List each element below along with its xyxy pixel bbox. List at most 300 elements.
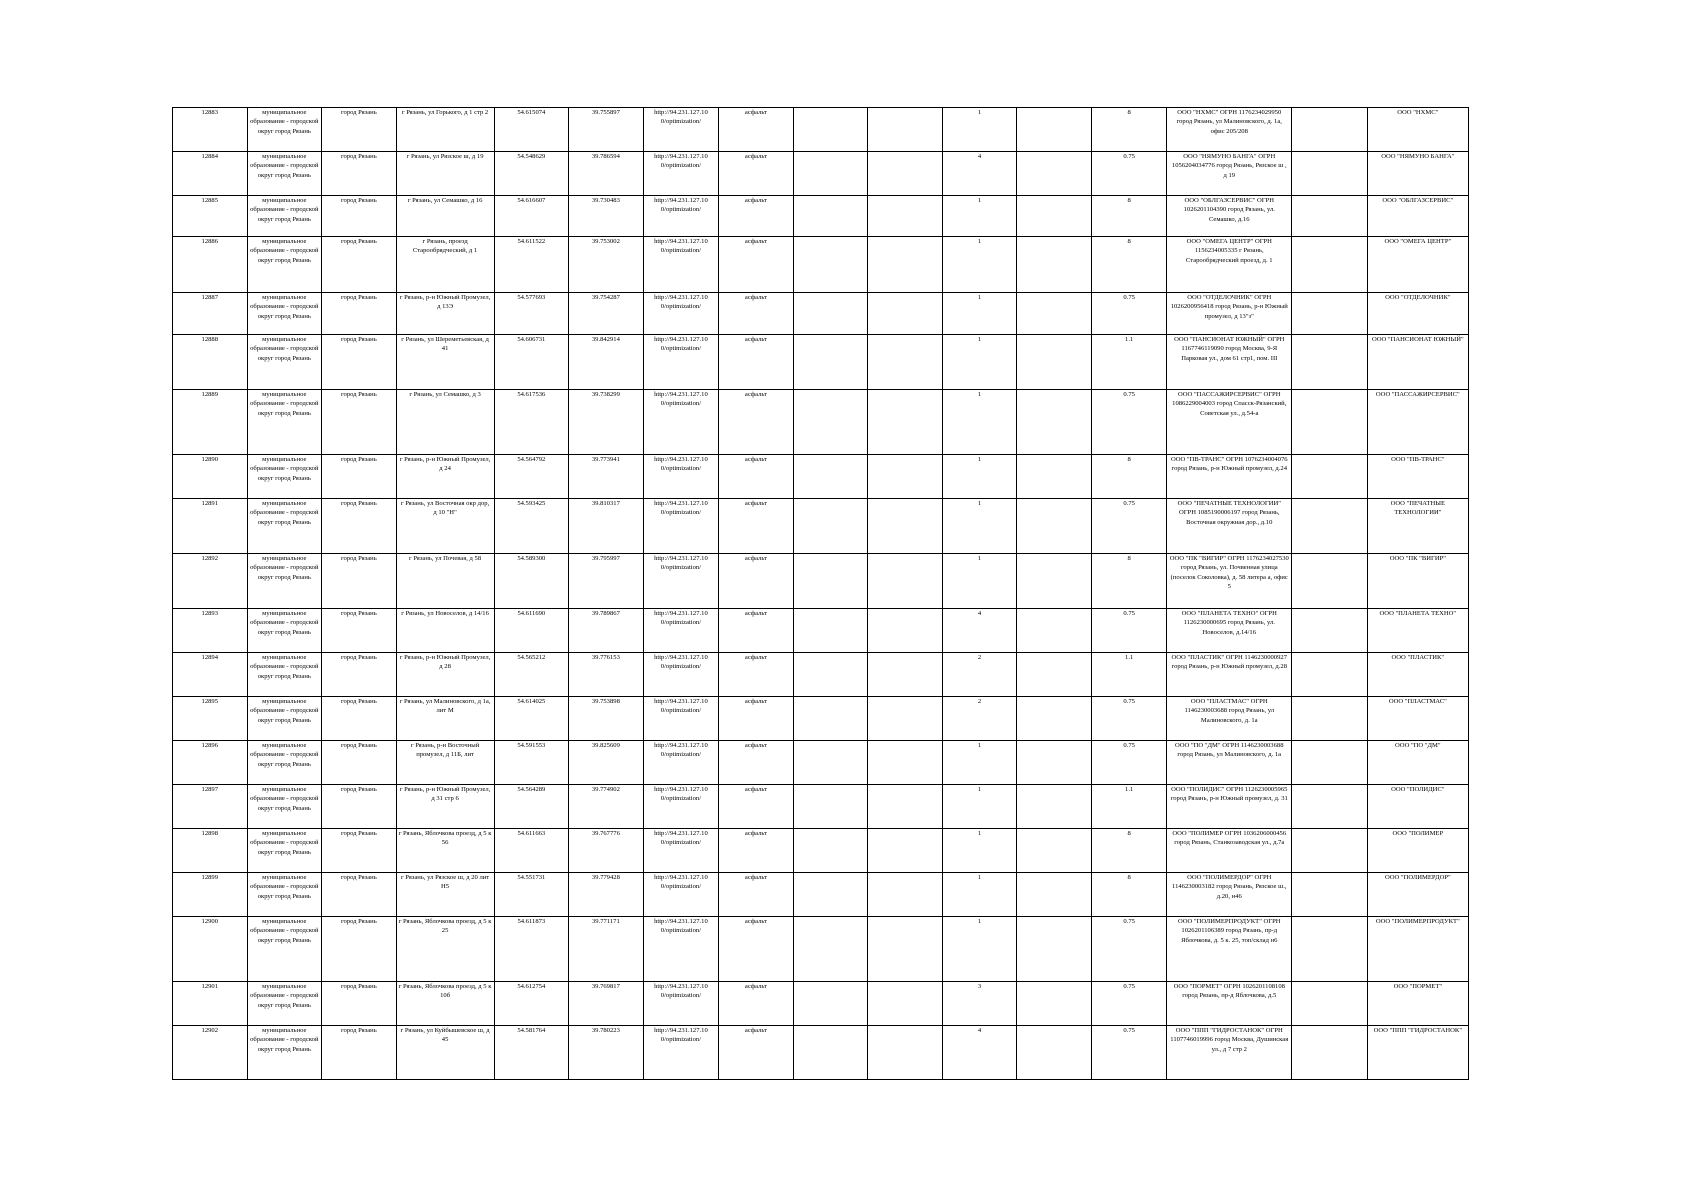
empty-cell — [868, 152, 943, 196]
address-cell: г Рязань, р-н Южный Промузел, д 13Э — [396, 293, 494, 335]
waste-source-cell: ООО "НЯМУНО БАНГА" — [1367, 152, 1468, 196]
address-cell: г Рязань, ул Семашко, д 3 — [396, 390, 494, 455]
waste-source-cell: ООО "ПОЛИМЕРПРОДУКТ" — [1367, 917, 1468, 982]
waste-source-cell: ООО "ПАССАЖИРСЕРВИС" — [1367, 390, 1468, 455]
container-volume-cell: 0.75 — [1091, 499, 1167, 554]
municipality-cell: муниципальное образование - городской округ город Рязань — [247, 390, 322, 455]
row-id: 12894 — [173, 653, 248, 697]
organization-cell: ООО "ПОЛИМЕРДОР" ОГРН 1146230003182 город Рязань, Рязское ш., д.20, н46 — [1167, 873, 1292, 917]
organization-cell: ООО "ОБЛГАЗСЕРВИС" ОГРН 1026201104390 город Рязань, ул. Семашко, д.16 — [1167, 196, 1292, 237]
municipality-cell: муниципальное образование - городской округ город Рязань — [247, 697, 322, 741]
longitude-cell: 39.769817 — [569, 982, 644, 1026]
organization-cell: ООО "ПОЛИМЕР ОГРН 1036206000456 город Рязань, Станкозаводская ул., д.7а — [1167, 829, 1292, 873]
municipality-cell: муниципальное образование - городской округ город Рязань — [247, 152, 322, 196]
table-row — [173, 554, 1469, 609]
waste-source-cell: ООО "ПО "ДМ" — [1367, 741, 1468, 785]
longitude-cell: 39.738299 — [569, 390, 644, 455]
row-id: 12889 — [173, 390, 248, 455]
latitude-cell: 54.616607 — [494, 196, 569, 237]
waste-source-cell: ООО "ОБЛГАЗСЕРВИС" — [1367, 196, 1468, 237]
empty-cell — [868, 390, 943, 455]
empty-cell — [868, 917, 943, 982]
municipality-cell: муниципальное образование - городской округ город Рязань — [247, 785, 322, 829]
locality-cell: город Рязань — [322, 1026, 397, 1080]
waste-source-cell: ООО "НХМС" — [1367, 108, 1468, 152]
longitude-cell: 39.779428 — [569, 873, 644, 917]
table-row — [173, 785, 1469, 829]
empty-cell — [1292, 196, 1368, 237]
waste-source-cell: ООО "ПЛАСТИК" — [1367, 653, 1468, 697]
container-count-cell: 1 — [942, 108, 1017, 152]
organization-cell: ООО "НЯМУНО БАНГА" ОГРН 1056204034776 город Рязань, Рязское ш , д 19 — [1167, 152, 1292, 196]
address-cell: г Рязань, ул Новоселов, д 14/16 — [396, 609, 494, 653]
container-volume-cell: 1.1 — [1091, 785, 1167, 829]
empty-cell — [793, 196, 868, 237]
map-link-cell: http://94.231.127.10 0/optimization/ — [643, 455, 719, 499]
empty-cell — [1292, 108, 1368, 152]
locality-cell: город Рязань — [322, 196, 397, 237]
municipality-cell: муниципальное образование - городской округ город Рязань — [247, 741, 322, 785]
longitude-cell: 39.810317 — [569, 499, 644, 554]
empty-cell — [868, 108, 943, 152]
row-id: 12897 — [173, 785, 248, 829]
empty-cell — [1017, 697, 1092, 741]
empty-cell — [868, 1026, 943, 1080]
waste-source-cell: ООО "ПОРМЕТ" — [1367, 982, 1468, 1026]
container-count-cell: 3 — [942, 982, 1017, 1026]
container-count-cell: 1 — [942, 499, 1017, 554]
longitude-cell: 39.730483 — [569, 196, 644, 237]
empty-cell — [793, 152, 868, 196]
latitude-cell: 54.606731 — [494, 335, 569, 390]
organization-cell: ООО "ПЛАНЕТА ТЕХНО" ОГРН 1126230000695 город Рязань, ул. Новоселов, д.14/16 — [1167, 609, 1292, 653]
empty-cell — [868, 653, 943, 697]
address-cell: г Рязань, р-н Южный Промузел, д 28 — [396, 653, 494, 697]
table-row — [173, 152, 1469, 196]
latitude-cell: 54.577693 — [494, 293, 569, 335]
longitude-cell: 39.780223 — [569, 1026, 644, 1080]
locality-cell: город Рязань — [322, 741, 397, 785]
address-cell: г Рязань, ул Рязское ш, д 20 лит Н5 — [396, 873, 494, 917]
empty-cell — [868, 609, 943, 653]
surface-cell: асфальт — [719, 499, 794, 554]
container-count-cell: 4 — [942, 1026, 1017, 1080]
empty-cell — [1017, 741, 1092, 785]
table-row — [173, 1026, 1469, 1080]
empty-cell — [1017, 982, 1092, 1026]
empty-cell — [1292, 554, 1368, 609]
longitude-cell: 39.755897 — [569, 108, 644, 152]
locality-cell: город Рязань — [322, 390, 397, 455]
map-link-cell: http://94.231.127.10 0/optimization/ — [643, 653, 719, 697]
container-volume-cell: 1.1 — [1091, 335, 1167, 390]
surface-cell: асфальт — [719, 741, 794, 785]
locality-cell: город Рязань — [322, 152, 397, 196]
latitude-cell: 54.593425 — [494, 499, 569, 554]
latitude-cell: 54.612754 — [494, 982, 569, 1026]
address-cell: г Рязань, р-н Восточный промузел, д 11Б, лит — [396, 741, 494, 785]
waste-source-cell: ООО "ПЕЧАТНЫЕ ТЕХНОЛОГИИ" — [1367, 499, 1468, 554]
locality-cell: город Рязань — [322, 554, 397, 609]
address-cell: г Рязань, р-н Южный Промузел, д 31 стр 6 — [396, 785, 494, 829]
latitude-cell: 54.551731 — [494, 873, 569, 917]
empty-cell — [1292, 741, 1368, 785]
container-count-cell: 1 — [942, 455, 1017, 499]
longitude-cell: 39.776153 — [569, 653, 644, 697]
latitude-cell: 54.611522 — [494, 237, 569, 293]
organization-cell: ООО "ПК "ВИГИР" ОГРН 1176234027530 город Рязань, ул. Почвенная улица (поселок Соколовка), д. 58 литера а, офис 5 — [1167, 554, 1292, 609]
longitude-cell: 39.842914 — [569, 335, 644, 390]
table-row — [173, 917, 1469, 982]
container-volume-cell: 8 — [1091, 196, 1167, 237]
organization-cell: ООО "ПЛАСТМАС" ОГРН 1146230003688 город Рязань, ул Малиновского, д. 1а — [1167, 697, 1292, 741]
empty-cell — [1292, 499, 1368, 554]
empty-cell — [793, 1026, 868, 1080]
locality-cell: город Рязань — [322, 829, 397, 873]
empty-cell — [868, 196, 943, 237]
table-row — [173, 335, 1469, 390]
locality-cell: город Рязань — [322, 108, 397, 152]
surface-cell: асфальт — [719, 455, 794, 499]
organization-cell: ООО "ПВ-ТРАНС" ОГРН 1076234004076 город Рязань, р-н Южный промузел, д.24 — [1167, 455, 1292, 499]
table-row — [173, 293, 1469, 335]
latitude-cell: 54.614025 — [494, 697, 569, 741]
empty-cell — [1292, 335, 1368, 390]
row-id: 12885 — [173, 196, 248, 237]
surface-cell: асфальт — [719, 785, 794, 829]
row-id: 12902 — [173, 1026, 248, 1080]
empty-cell — [868, 554, 943, 609]
container-volume-cell: 1.1 — [1091, 653, 1167, 697]
empty-cell — [868, 697, 943, 741]
waste-source-cell: ООО "ОМЕГА ЦЕНТР" — [1367, 237, 1468, 293]
surface-cell: асфальт — [719, 196, 794, 237]
longitude-cell: 39.771171 — [569, 917, 644, 982]
container-count-cell: 2 — [942, 653, 1017, 697]
surface-cell: асфальт — [719, 609, 794, 653]
locality-cell: город Рязань — [322, 982, 397, 1026]
address-cell: г Рязань, Яблочкова проезд, д 5 к 10б — [396, 982, 494, 1026]
map-link-cell: http://94.231.127.10 0/optimization/ — [643, 829, 719, 873]
empty-cell — [1017, 108, 1092, 152]
empty-cell — [793, 499, 868, 554]
empty-cell — [1017, 499, 1092, 554]
empty-cell — [868, 293, 943, 335]
empty-cell — [868, 785, 943, 829]
organization-cell: ООО "ПО "ДМ" ОГРН 1146230003688 город Рязань, ул Малиновского, д. 1а — [1167, 741, 1292, 785]
empty-cell — [793, 785, 868, 829]
table-row — [173, 873, 1469, 917]
municipality-cell: муниципальное образование - городской округ город Рязань — [247, 455, 322, 499]
waste-source-cell: ООО "ПАНСИОНАТ ЮЖНЫЙ" — [1367, 335, 1468, 390]
address-cell: г Рязань, ул Почевая, д 58 — [396, 554, 494, 609]
surface-cell: асфальт — [719, 108, 794, 152]
table-row — [173, 237, 1469, 293]
organization-cell: ООО "ПАССАЖИРСЕРВИС" ОГРН 1086229004003 город Спасск-Рязанский, Советская ул., д.54-а — [1167, 390, 1292, 455]
container-volume-cell: 8 — [1091, 108, 1167, 152]
surface-cell: асфальт — [719, 917, 794, 982]
row-id: 12899 — [173, 873, 248, 917]
table-row — [173, 982, 1469, 1026]
organization-cell: ООО "ПОЛИДИС" ОГРН 1126230005965 город Рязань, р-н Южный промузел, д. 31 — [1167, 785, 1292, 829]
container-volume-cell: 0.75 — [1091, 982, 1167, 1026]
container-volume-cell: 8 — [1091, 554, 1167, 609]
waste-source-cell: ООО "ПОЛИДИС" — [1367, 785, 1468, 829]
locality-cell: город Рязань — [322, 785, 397, 829]
container-count-cell: 4 — [942, 152, 1017, 196]
map-link-cell: http://94.231.127.10 0/optimization/ — [643, 1026, 719, 1080]
waste-source-cell: ООО "ПЛАСТМАС" — [1367, 697, 1468, 741]
empty-cell — [1292, 293, 1368, 335]
longitude-cell: 39.789867 — [569, 609, 644, 653]
empty-cell — [1292, 1026, 1368, 1080]
surface-cell: асфальт — [719, 982, 794, 1026]
empty-cell — [1017, 873, 1092, 917]
map-link-cell: http://94.231.127.10 0/optimization/ — [643, 237, 719, 293]
empty-cell — [793, 237, 868, 293]
surface-cell: асфальт — [719, 335, 794, 390]
address-cell: г Рязань, ул Горького, д 1 стр 2 — [396, 108, 494, 152]
organization-cell: ООО "ОТДЕЛОЧНИК" ОГРН 1026200956418 город Рязань, р-н Южный промузел, д 13"з" — [1167, 293, 1292, 335]
organization-cell: ООО "ПОРМЕТ" ОГРН 1026201108108 город Рязань, пр-д Яблочкова, д.5 — [1167, 982, 1292, 1026]
empty-cell — [793, 829, 868, 873]
table-row — [173, 741, 1469, 785]
organization-cell: ООО "ПАНСИОНАТ ЮЖНЫЙ" ОГРН 1167746119090 город Москва, 9-Я Парковая ул., дом 61 стр1, пом. III — [1167, 335, 1292, 390]
container-volume-cell: 0.75 — [1091, 741, 1167, 785]
row-id: 12901 — [173, 982, 248, 1026]
container-volume-cell: 0.75 — [1091, 697, 1167, 741]
empty-cell — [793, 390, 868, 455]
map-link-cell: http://94.231.127.10 0/optimization/ — [643, 293, 719, 335]
container-count-cell: 1 — [942, 741, 1017, 785]
empty-cell — [1292, 237, 1368, 293]
empty-cell — [1017, 785, 1092, 829]
longitude-cell: 39.825609 — [569, 741, 644, 785]
empty-cell — [1017, 237, 1092, 293]
container-volume-cell: 8 — [1091, 455, 1167, 499]
organization-cell: ООО "ОМЕГА ЦЕНТР" ОГРН 1156234005335 г Рязань, Старообрядческий проезд, д. 1 — [1167, 237, 1292, 293]
map-link-cell: http://94.231.127.10 0/optimization/ — [643, 499, 719, 554]
container-count-cell: 1 — [942, 293, 1017, 335]
empty-cell — [1017, 917, 1092, 982]
empty-cell — [1017, 152, 1092, 196]
row-id: 12900 — [173, 917, 248, 982]
row-id: 12895 — [173, 697, 248, 741]
locality-cell: город Рязань — [322, 697, 397, 741]
municipality-cell: муниципальное образование - городской округ город Рязань — [247, 609, 322, 653]
container-volume-cell: 0.75 — [1091, 1026, 1167, 1080]
empty-cell — [868, 741, 943, 785]
surface-cell: асфальт — [719, 554, 794, 609]
latitude-cell: 54.548629 — [494, 152, 569, 196]
container-volume-cell: 8 — [1091, 873, 1167, 917]
locality-cell: город Рязань — [322, 499, 397, 554]
empty-cell — [1017, 196, 1092, 237]
surface-cell: асфальт — [719, 873, 794, 917]
container-count-cell: 1 — [942, 554, 1017, 609]
table-row — [173, 499, 1469, 554]
municipality-cell: муниципальное образование - городской округ город Рязань — [247, 108, 322, 152]
latitude-cell: 54.611873 — [494, 917, 569, 982]
row-id: 12890 — [173, 455, 248, 499]
registry-page — [172, 107, 1469, 1080]
empty-cell — [1292, 390, 1368, 455]
longitude-cell: 39.753898 — [569, 697, 644, 741]
empty-cell — [793, 293, 868, 335]
empty-cell — [1292, 653, 1368, 697]
container-count-cell: 1 — [942, 785, 1017, 829]
latitude-cell: 54.591553 — [494, 741, 569, 785]
waste-source-cell: ООО "ПЛАНЕТА ТЕХНО" — [1367, 609, 1468, 653]
row-id: 12887 — [173, 293, 248, 335]
address-cell: г Рязань, ул Восточная окр дор, д 10 "Н" — [396, 499, 494, 554]
municipality-cell: муниципальное образование - городской округ город Рязань — [247, 499, 322, 554]
empty-cell — [1017, 293, 1092, 335]
empty-cell — [1292, 697, 1368, 741]
surface-cell: асфальт — [719, 152, 794, 196]
locality-cell: город Рязань — [322, 237, 397, 293]
empty-cell — [793, 653, 868, 697]
table-row — [173, 653, 1469, 697]
table-row — [173, 390, 1469, 455]
municipality-cell: муниципальное образование - городской округ город Рязань — [247, 293, 322, 335]
longitude-cell: 39.774902 — [569, 785, 644, 829]
container-count-cell: 4 — [942, 609, 1017, 653]
empty-cell — [1292, 785, 1368, 829]
latitude-cell: 54.581764 — [494, 1026, 569, 1080]
map-link-cell: http://94.231.127.10 0/optimization/ — [643, 982, 719, 1026]
empty-cell — [868, 335, 943, 390]
container-count-cell: 1 — [942, 829, 1017, 873]
longitude-cell: 39.786594 — [569, 152, 644, 196]
row-id: 12884 — [173, 152, 248, 196]
empty-cell — [1017, 653, 1092, 697]
locality-cell: город Рязань — [322, 293, 397, 335]
table-row — [173, 108, 1469, 152]
waste-source-cell: ООО "ПОЛИМЕР — [1367, 829, 1468, 873]
map-link-cell: http://94.231.127.10 0/optimization/ — [643, 108, 719, 152]
container-volume-cell: 0.75 — [1091, 152, 1167, 196]
table-row — [173, 829, 1469, 873]
address-cell: г Рязань, ул Шереметьевская, д 41 — [396, 335, 494, 390]
row-id: 12898 — [173, 829, 248, 873]
map-link-cell: http://94.231.127.10 0/optimization/ — [643, 609, 719, 653]
empty-cell — [868, 829, 943, 873]
container-count-cell: 1 — [942, 917, 1017, 982]
address-cell: г Рязань, ул Куйбышевское ш, д 45 — [396, 1026, 494, 1080]
address-cell: г Рязань, р-н Южный Промузел, д 24 — [396, 455, 494, 499]
row-id: 12888 — [173, 335, 248, 390]
municipality-cell: муниципальное образование - городской округ город Рязань — [247, 237, 322, 293]
latitude-cell: 54.611690 — [494, 609, 569, 653]
row-id: 12892 — [173, 554, 248, 609]
row-id: 12891 — [173, 499, 248, 554]
empty-cell — [793, 982, 868, 1026]
map-link-cell: http://94.231.127.10 0/optimization/ — [643, 152, 719, 196]
surface-cell: асфальт — [719, 653, 794, 697]
longitude-cell: 39.767776 — [569, 829, 644, 873]
locality-cell: город Рязань — [322, 609, 397, 653]
table-row — [173, 697, 1469, 741]
longitude-cell: 39.753002 — [569, 237, 644, 293]
locality-cell: город Рязань — [322, 873, 397, 917]
municipality-cell: муниципальное образование - городской округ город Рязань — [247, 196, 322, 237]
municipality-cell: муниципальное образование - городской округ город Рязань — [247, 982, 322, 1026]
surface-cell: асфальт — [719, 1026, 794, 1080]
locality-cell: город Рязань — [322, 455, 397, 499]
empty-cell — [1292, 455, 1368, 499]
address-cell: г Рязань, ул Малиновского, д 1а, лит М — [396, 697, 494, 741]
empty-cell — [868, 237, 943, 293]
empty-cell — [1017, 554, 1092, 609]
map-link-cell: http://94.231.127.10 0/optimization/ — [643, 785, 719, 829]
container-count-cell: 1 — [942, 335, 1017, 390]
address-cell: г Рязань, Яблочкова проезд, д 5 к 25 — [396, 917, 494, 982]
address-cell: г Рязань, Яблочкова проезд, д 5 к 56 — [396, 829, 494, 873]
waste-source-cell: ООО "ПОЛИМЕРДОР" — [1367, 873, 1468, 917]
empty-cell — [868, 455, 943, 499]
latitude-cell: 54.589300 — [494, 554, 569, 609]
longitude-cell: 39.754287 — [569, 293, 644, 335]
waste-source-cell: ООО "ОТДЕЛОЧНИК" — [1367, 293, 1468, 335]
container-count-cell: 2 — [942, 697, 1017, 741]
surface-cell: асфальт — [719, 237, 794, 293]
map-link-cell: http://94.231.127.10 0/optimization/ — [643, 335, 719, 390]
empty-cell — [1292, 982, 1368, 1026]
locality-cell: город Рязань — [322, 653, 397, 697]
latitude-cell: 54.611663 — [494, 829, 569, 873]
map-link-cell: http://94.231.127.10 0/optimization/ — [643, 554, 719, 609]
empty-cell — [793, 108, 868, 152]
latitude-cell: 54.564289 — [494, 785, 569, 829]
municipality-cell: муниципальное образование - городской округ город Рязань — [247, 873, 322, 917]
empty-cell — [1017, 1026, 1092, 1080]
container-count-cell: 1 — [942, 237, 1017, 293]
empty-cell — [793, 741, 868, 785]
empty-cell — [793, 335, 868, 390]
latitude-cell: 54.615074 — [494, 108, 569, 152]
table-row — [173, 455, 1469, 499]
municipality-cell: муниципальное образование - городской округ город Рязань — [247, 917, 322, 982]
latitude-cell: 54.617536 — [494, 390, 569, 455]
container-volume-cell: 0.75 — [1091, 609, 1167, 653]
container-volume-cell: 8 — [1091, 237, 1167, 293]
longitude-cell: 39.795997 — [569, 554, 644, 609]
surface-cell: асфальт — [719, 829, 794, 873]
container-volume-cell: 8 — [1091, 829, 1167, 873]
empty-cell — [793, 554, 868, 609]
empty-cell — [1017, 829, 1092, 873]
organization-cell: ООО "ПОЛИМЕРПРОДУКТ" ОГРН 1026201106389 город Рязань, пр-д Яблочкова, д. 5 к. 25, топ/склад н6 — [1167, 917, 1292, 982]
empty-cell — [1017, 335, 1092, 390]
empty-cell — [1292, 917, 1368, 982]
map-link-cell: http://94.231.127.10 0/optimization/ — [643, 196, 719, 237]
map-link-cell: http://94.231.127.10 0/optimization/ — [643, 390, 719, 455]
container-volume-cell: 0.75 — [1091, 390, 1167, 455]
waste-source-cell: ООО "ПВ-ТРАНС" — [1367, 455, 1468, 499]
organization-cell: ООО "ППП "ГИДРОСТАНОК" ОГРН 1107746019996 город Москва, Душинская ул., д 7 стр 2 — [1167, 1026, 1292, 1080]
row-id: 12883 — [173, 108, 248, 152]
waste-source-cell: ООО "ППП "ГИДРОСТАНОК" — [1367, 1026, 1468, 1080]
empty-cell — [793, 609, 868, 653]
empty-cell — [868, 499, 943, 554]
empty-cell — [1292, 152, 1368, 196]
empty-cell — [1292, 609, 1368, 653]
container-volume-cell: 0.75 — [1091, 293, 1167, 335]
empty-cell — [868, 873, 943, 917]
surface-cell: асфальт — [719, 390, 794, 455]
row-id: 12896 — [173, 741, 248, 785]
